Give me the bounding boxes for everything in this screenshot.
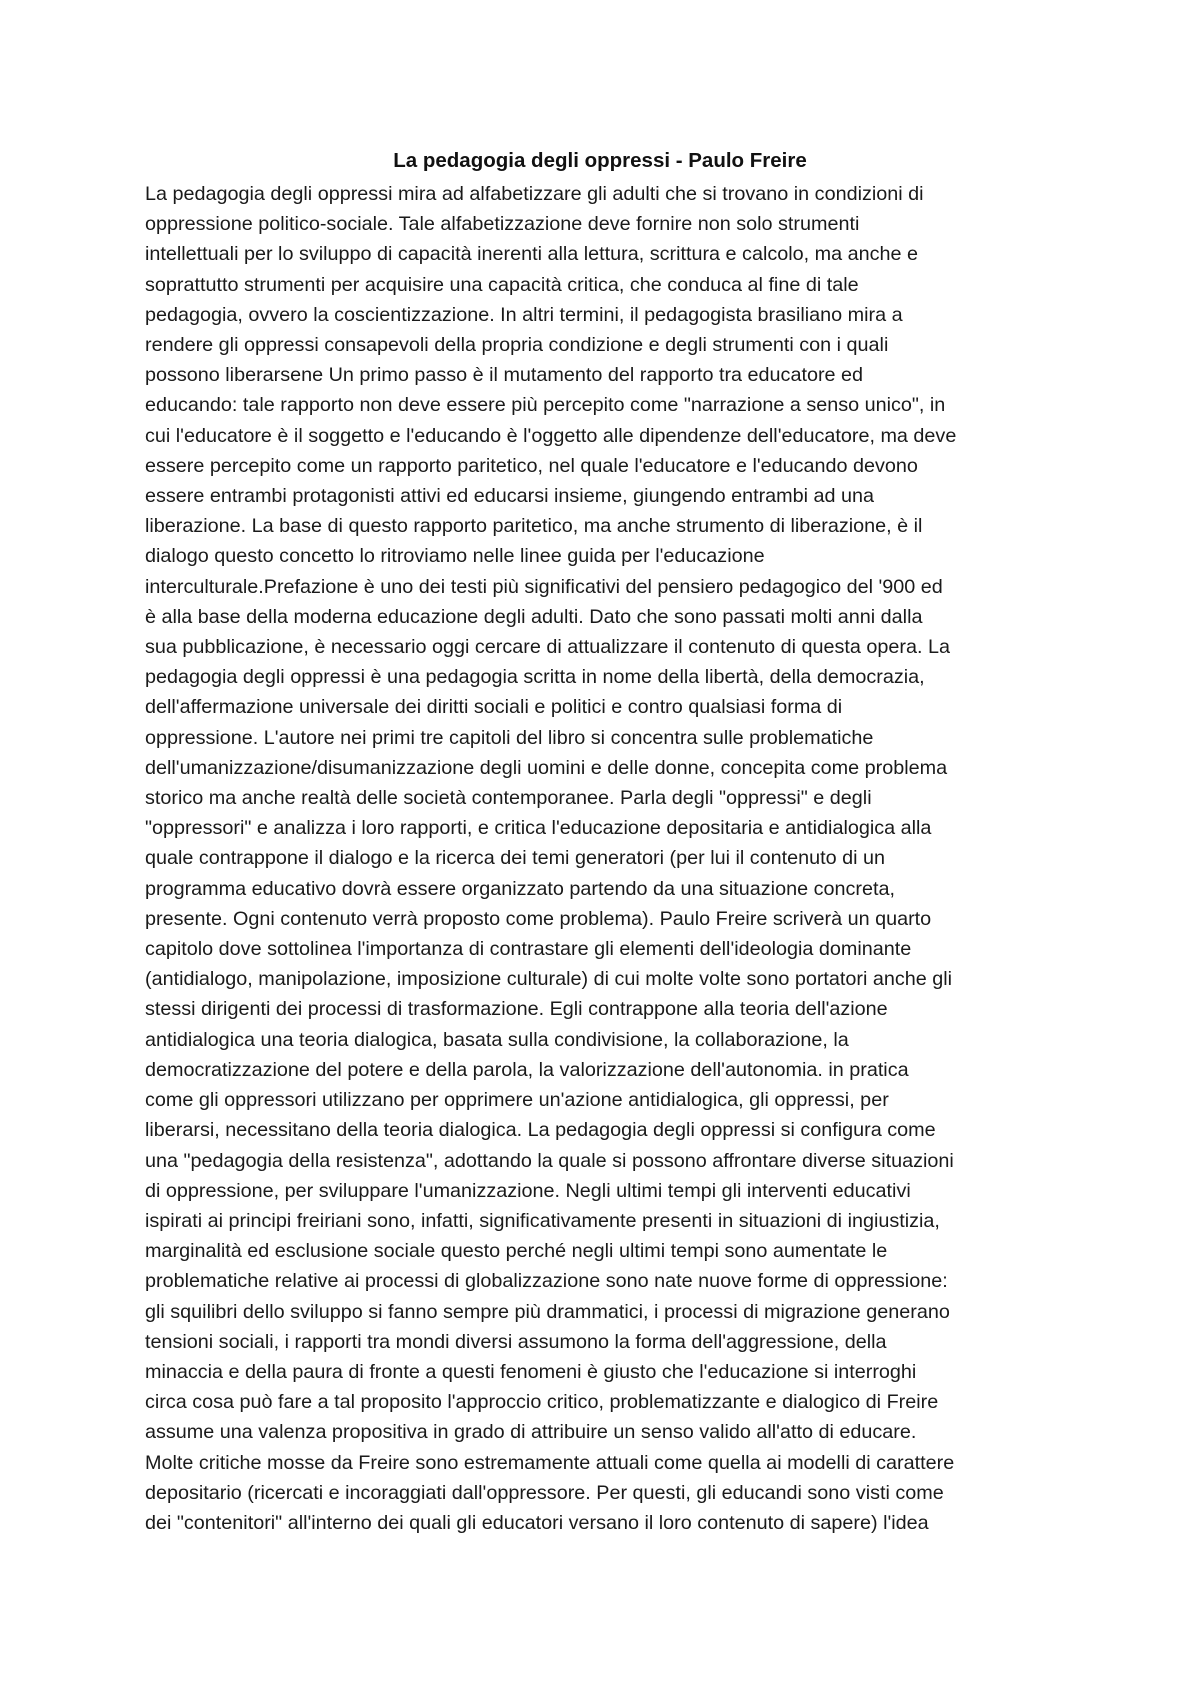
document-title: La pedagogia degli oppressi - Paulo Freire: [393, 149, 807, 172]
body-text-line: essere entrambi protagonisti attivi ed educarsi insieme, giungendo entrambi ad una: [145, 485, 875, 508]
body-text-line: problematiche relative ai processi di globalizzazione sono nate nuove forme di oppressione:: [145, 1270, 948, 1293]
body-text-line: soprattutto strumenti per acquisire una capacità critica, che conduca al fine di tale: [145, 273, 859, 296]
body-text-line: stessi dirigenti dei processi di trasformazione. Egli contrappone alla teoria dell'azione: [145, 998, 888, 1021]
body-text-line: antidialogica una teoria dialogica, basata sulla condivisione, la collaborazione, la: [145, 1028, 849, 1051]
body-text-line: dialogo questo concetto lo ritroviamo nelle linee guida per l'educazione: [145, 545, 765, 568]
body-text-line: come gli oppressori utilizzano per opprimere un'azione antidialogica, gli oppressi, per: [145, 1089, 889, 1112]
body-text-line: liberazione. La base di questo rapporto paritetico, ma anche strumento di liberazione, è il: [145, 515, 923, 538]
body-text-line: liberarsi, necessitano della teoria dialogica. La pedagogia degli oppressi si configura come: [145, 1119, 936, 1142]
body-text-line: pedagogia, ovvero la coscientizzazione. In altri termini, il pedagogista brasiliano mira a: [145, 303, 903, 326]
body-text-line: capitolo dove sottolinea l'importanza di contrastare gli elementi dell'ideologia dominante: [145, 938, 912, 961]
body-text-line: è alla base della moderna educazione degli adulti. Dato che sono passati molti anni dalla: [145, 605, 923, 628]
body-text-line: gli squilibri dello sviluppo si fanno sempre più drammatici, i processi di migrazione generano: [145, 1300, 950, 1323]
body-text-line: una "pedagogia della resistenza", adottando la quale si possono affrontare diverse situazioni: [145, 1149, 954, 1172]
body-text-line: di oppressione, per sviluppare l'umanizzazione. Negli ultimi tempi gli interventi educativi: [145, 1179, 911, 1202]
body-text-line: presente. Ogni contenuto verrà proposto come problema). Paulo Freire scriverà un quarto: [145, 907, 932, 930]
body-text-line: oppressione politico-sociale. Tale alfabetizzazione deve fornire non solo strumenti: [145, 213, 860, 236]
body-text-line: dell'affermazione universale dei diritti sociali e politici e contro qualsiasi forma di: [145, 696, 843, 719]
body-text-line: interculturale.Prefazione è uno dei testi più significativi del pensiero pedagogico del '900 ed: [145, 575, 943, 598]
body-text-line: dei "contenitori" all'interno dei quali gli educatori versano il loro contenuto di sapere) l'idea: [145, 1511, 929, 1534]
body-text-line: rendere gli oppressi consapevoli della propria condizione e degli strumenti con i quali: [145, 334, 889, 357]
body-text-line: depositario (ricercati e incoraggiati dall'oppressore. Per questi, gli educandi sono visti come: [145, 1481, 944, 1504]
body-text-line: marginalità ed esclusione sociale questo perché negli ultimi tempi sono aumentate le: [145, 1240, 888, 1263]
body-text-line: possono liberarsene Un primo passo è il mutamento del rapporto tra educatore ed: [145, 364, 864, 387]
body-text-line: educando: tale rapporto non deve essere più percepito come "narrazione a senso unico", in: [145, 394, 946, 417]
body-text-line: tensioni sociali, i rapporti tra mondi diversi assumono la forma dell'aggressione, della: [145, 1330, 887, 1353]
body-text-line: essere percepito come un rapporto paritetico, nel quale l'educatore e l'educando devono: [145, 454, 918, 477]
body-text-line: intellettuali per lo sviluppo di capacità inerenti alla lettura, scrittura e calcolo, ma anche e: [145, 243, 918, 266]
body-text-line: minaccia e della paura di fronte a questi fenomeni è giusto che l'educazione si interroghi: [145, 1360, 917, 1383]
body-text-line: programma educativo dovrà essere organizzato partendo da una situazione concreta,: [145, 877, 895, 900]
body-text-line: assume una valenza propositiva in grado di attribuire un senso valido all'atto di educare.: [145, 1421, 917, 1444]
body-text-line: quale contrappone il dialogo e la ricerca dei temi generatori (per lui il contenuto di un: [145, 847, 886, 870]
body-text-line: sua pubblicazione, è necessario oggi cercare di attualizzare il contenuto di questa opera. La: [145, 636, 950, 659]
body-text-line: oppressione. L'autore nei primi tre capitoli del libro si concentra sulle problematiche: [145, 726, 874, 749]
body-text-line: La pedagogia degli oppressi mira ad alfabetizzare gli adulti che si trovano in condizioni di: [145, 183, 924, 205]
body-text-line: ispirati ai principi freiriani sono, infatti, significativamente presenti in situazioni di ingiustizia,: [145, 1209, 940, 1232]
body-text-line: dell'umanizzazione/disumanizzazione degli uomini e delle donne, concepita come problema: [145, 756, 948, 779]
body-text-line: circa cosa può fare a tal proposito l'approccio critico, problematizzante e dialogico di Freire: [145, 1391, 939, 1414]
body-text-line: "oppressori" e analizza i loro rapporti, e critica l'educazione depositaria e antidialogica alla: [145, 817, 932, 840]
body-text-line: Molte critiche mosse da Freire sono estremamente attuali come quella ai modelli di carattere: [145, 1451, 955, 1474]
body-text-line: (antidialogo, manipolazione, imposizione culturale) di cui molte volte sono portatori anche gli: [145, 968, 953, 991]
body-text-line: pedagogia degli oppressi è una pedagogia scritta in nome della libertà, della democrazia,: [145, 666, 925, 689]
document-body: [145, 179, 1065, 1538]
body-text-line: cui l'educatore è il soggetto e l'educando è l'oggetto alle dipendenze dell'educatore, ma deve: [145, 424, 957, 447]
body-text-line: democratizzazione del potere e della parola, la valorizzazione dell'autonomia. in pratica: [145, 1058, 909, 1081]
body-text-line: storico ma anche realtà delle società contemporanee. Parla degli "oppressi" e degli: [145, 787, 872, 810]
